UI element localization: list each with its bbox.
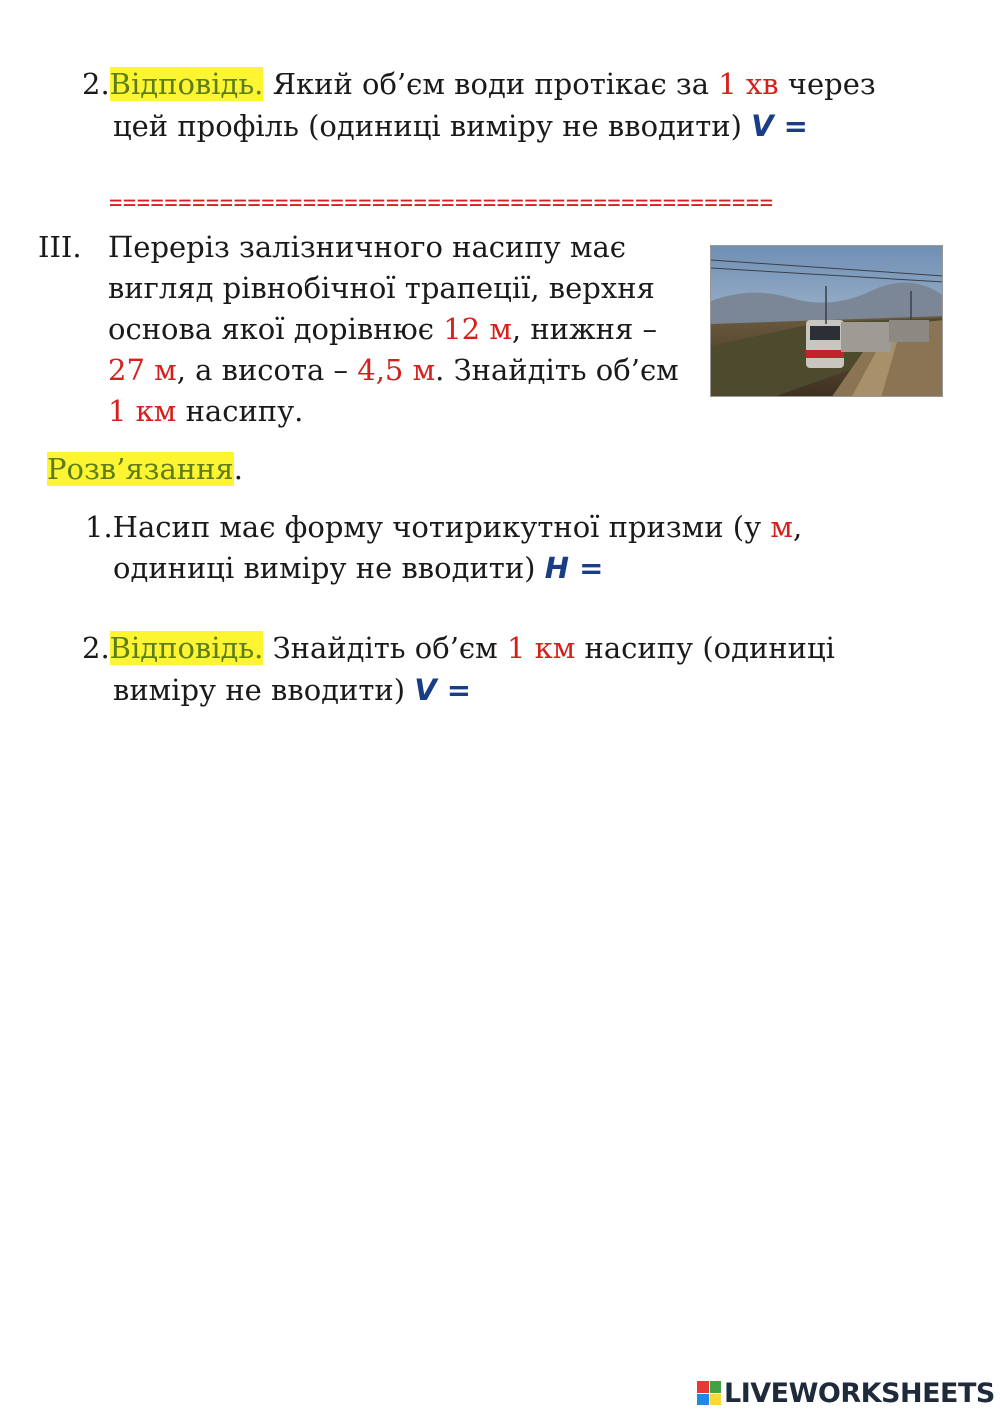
problem-line-1: Переріз залізничного насипу має bbox=[108, 230, 627, 264]
prev-answer-line-2 bbox=[113, 106, 808, 146]
value-red: 1 км bbox=[506, 631, 576, 665]
variable-h: H bbox=[544, 551, 569, 585]
text: , bbox=[792, 510, 803, 544]
liveworksheets-logo[interactable] bbox=[697, 1378, 995, 1408]
logo-square-green bbox=[710, 1381, 722, 1393]
value-red: 4,5 м bbox=[357, 353, 436, 387]
value-red: 1 км bbox=[108, 394, 177, 428]
step2-line-1 bbox=[82, 628, 835, 668]
value-red: 1 хв bbox=[718, 67, 779, 101]
value-red: 12 м bbox=[443, 312, 512, 346]
equals-sign[interactable]: = bbox=[568, 551, 604, 585]
item-number: 1. bbox=[85, 510, 113, 544]
text: цей профіль (одиниці виміру не вводити) bbox=[113, 109, 752, 143]
answer-label: Відповідь. bbox=[109, 67, 264, 101]
separator-line: ================================================ bbox=[109, 191, 774, 216]
problem-line-2: вигляд рівнобічної трапеції, верхня bbox=[108, 271, 655, 305]
variable-v: V bbox=[751, 109, 774, 143]
value-red: 27 м bbox=[108, 353, 177, 387]
text: виміру не вводити) bbox=[113, 673, 415, 707]
step1-line-1 bbox=[85, 507, 802, 547]
prev-answer-line-1 bbox=[82, 64, 876, 104]
variable-v: V bbox=[414, 673, 437, 707]
solution-heading bbox=[47, 449, 243, 489]
text: Який об’єм води протікає за bbox=[263, 67, 719, 101]
problem-line-5 bbox=[108, 391, 303, 431]
text: Знайдіть об’єм bbox=[263, 631, 507, 665]
logo-square-yellow bbox=[710, 1394, 722, 1406]
logo-square-blue bbox=[697, 1394, 709, 1406]
text: основа якої дорівнює bbox=[108, 312, 444, 346]
solution-label: Розв’язання bbox=[47, 452, 234, 486]
text: . bbox=[233, 452, 243, 486]
value-red: м bbox=[770, 510, 793, 544]
text: Насип має форму чотирикутної призми (у bbox=[112, 510, 771, 544]
problem-line-4 bbox=[108, 350, 679, 390]
logo-icon bbox=[697, 1381, 721, 1405]
text: . Знайдіть об’єм bbox=[435, 353, 679, 387]
text: насипу (одиниці bbox=[575, 631, 835, 665]
text: , а висота – bbox=[176, 353, 358, 387]
logo-square-red bbox=[697, 1381, 709, 1393]
step1-line-2 bbox=[113, 548, 603, 588]
item-number: 2. bbox=[82, 631, 110, 665]
train-embankment-photo bbox=[710, 245, 943, 397]
problem-line-3 bbox=[108, 309, 657, 349]
logo-text: LIVEWORKSHEETS bbox=[724, 1377, 995, 1409]
text: насипу. bbox=[176, 394, 304, 428]
text: через bbox=[778, 67, 876, 101]
item-number: 2. bbox=[82, 67, 110, 101]
text: одиниці виміру не вводити) bbox=[113, 551, 545, 585]
text: , нижня – bbox=[511, 312, 658, 346]
equals-sign[interactable]: = bbox=[436, 673, 472, 707]
answer-label: Відповідь. bbox=[109, 631, 264, 665]
step2-line-2 bbox=[113, 670, 471, 710]
problem-numeral: III. bbox=[38, 230, 82, 264]
equals-sign[interactable]: = bbox=[773, 109, 808, 143]
